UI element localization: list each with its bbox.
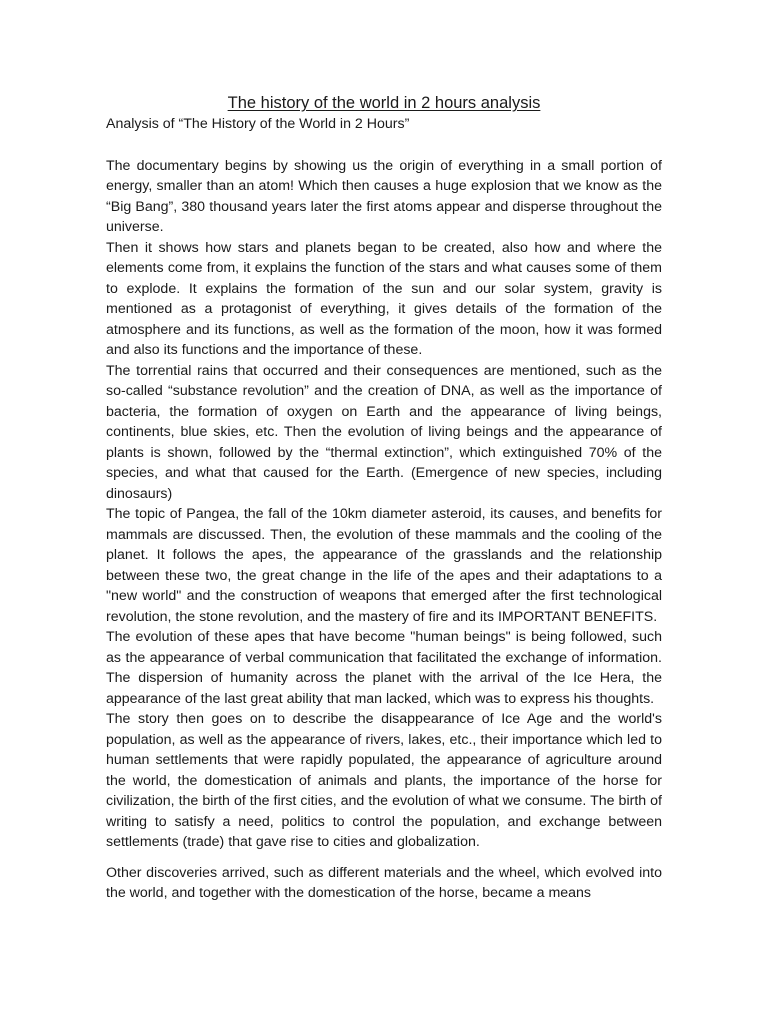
document-title: The history of the world in 2 hours analysis [227,94,541,112]
paragraph-stars-planets: Then it shows how stars and planets began to be created, also how and where the elements come from, it explains the function of the stars and what causes some of them to explode. It explains the formation of the sun and our solar system, gravity is mentioned as a protagonist of everything, it gives details of the formation of the atmosphere and its functions, as well as the formation of the moon, how it was formed and also its functions and the importance of these. [106,239,662,358]
paragraph-human-evolution: The evolution of these apes that have become "human beings" is being followed, such as the appearance of verbal communication that facilitated the exchange of information. The dispersion of humanity across the planet with the arrival of the Ice Hera, the appearance of the last great ability that man lacked, which was to express his thoughts. [106,629,662,707]
paragraph-pangea-mammals: The topic of Pangea, the fall of the 10km diameter asteroid, its causes, and benefits for mammals are discussed. Then, the evolution of these mammals and the cooling of the planet. It follows the apes, the appearance of the grasslands and the relationship between these two, the great change in the life of the apes and their adaptations to a "new world" and the construction of weapons that emerged after the first technological revolution, the stone revolution, and the mastery of fire and its IMPORTANT BENEFITS. [106,506,662,625]
document-subtitle: Analysis of “The History of the World in 2 Hours” [106,116,410,132]
paragraph-discoveries: Other discoveries arrived, such as different materials and the wheel, which evolved into the world, and together with the domestication of the horse, became a means [106,864,662,901]
document-body [106,93,662,904]
paragraph-settlements: The story then goes on to describe the disappearance of Ice Age and the world's population, as well as the appearance of rivers, lakes, etc., their importance which led to human settlements that were rapidly populated, the appearance of agriculture around the world, the domestication of animals and plants, the importance of the horse for civilization, the birth of the first cities, and the evolution of what we consume. The birth of writing to satisfy a need, politics to control the population, and exchange between settlements (trade) that gave rise to cities and globalization. [106,711,662,850]
paragraph-rains-dna: The torrential rains that occurred and their consequences are mentioned, such as the so-called “substance revolution” and the creation of DNA, as well as the importance of bacteria, the formation of oxygen on Earth and the appearance of living beings, continents, blue skies, etc. Then the evolution of living beings and the appearance of plants is shown, followed by the “thermal extinction”, which extinguished 70% of the species, and what that caused for the Earth. (Emergence of new species, including dinosaurs) [106,362,662,502]
paragraph-origin: The documentary begins by showing us the origin of everything in a small portion of energy, smaller than an atom! Which then causes a huge explosion that we know as the “Big Bang”, 380 thousand years later the first atoms appear and disperse throughout the universe. [106,157,662,235]
